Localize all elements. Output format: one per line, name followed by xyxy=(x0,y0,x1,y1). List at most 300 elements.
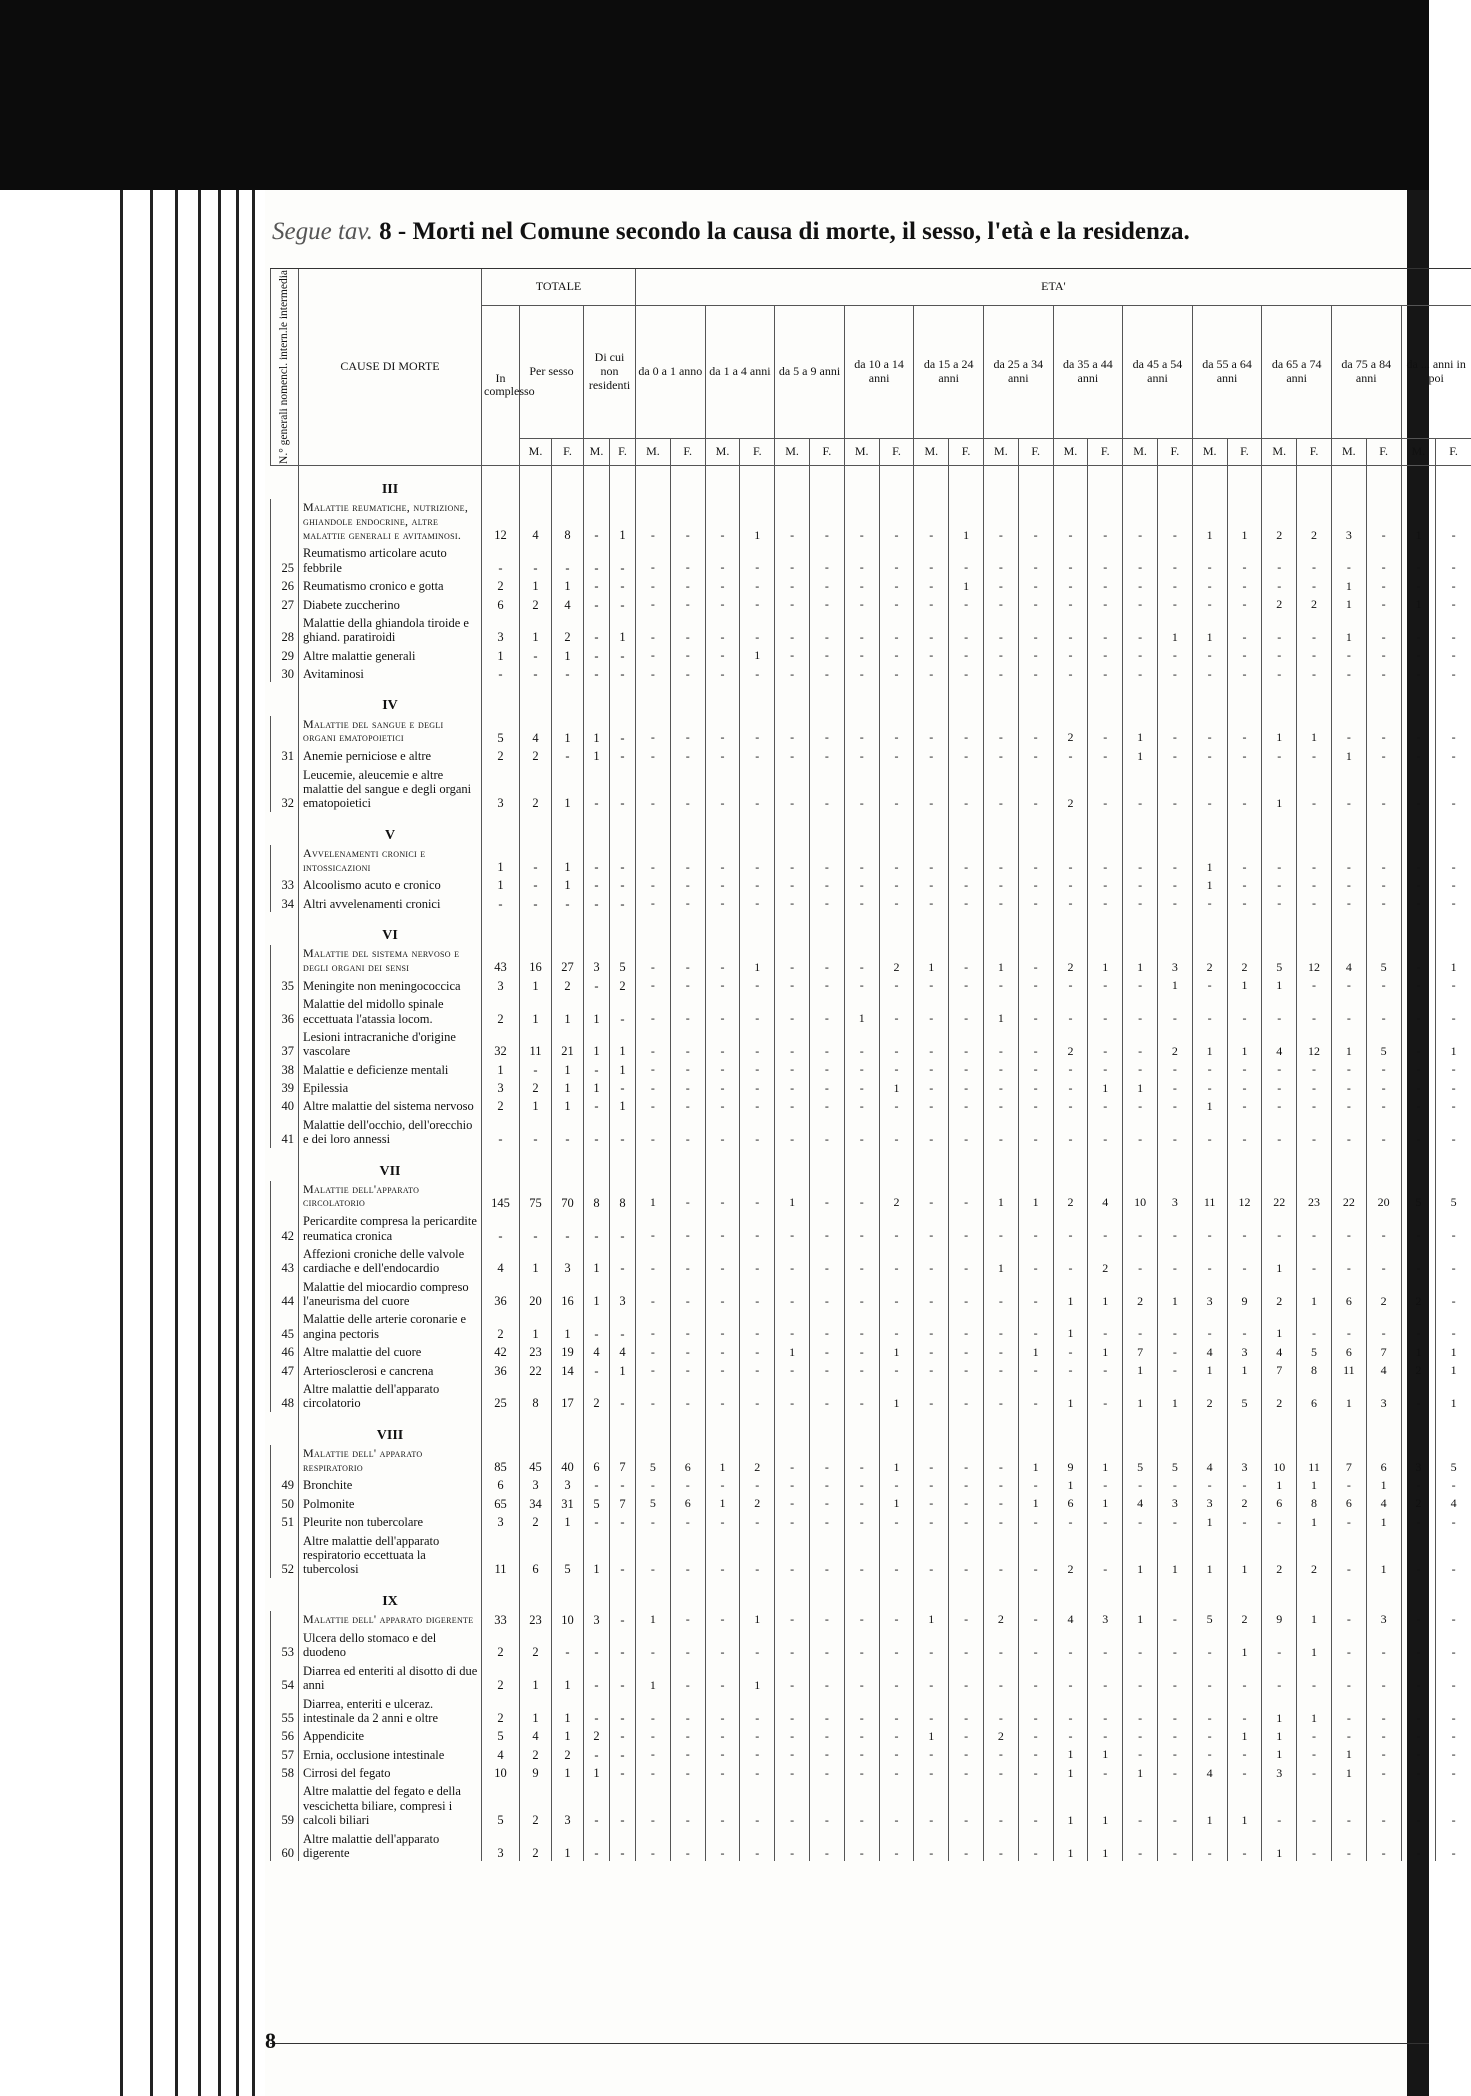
nonresident-female-value: - xyxy=(610,1531,636,1578)
age-cell: - xyxy=(879,1060,914,1078)
age-cell: - xyxy=(949,646,984,664)
section-spacer xyxy=(844,1148,879,1181)
total-value: 3 xyxy=(482,765,520,812)
total-value: - xyxy=(482,543,520,576)
age-cell: 2 xyxy=(1192,945,1227,976)
nonresident-female-value: 1 xyxy=(610,1096,636,1114)
cause-name: Bronchite xyxy=(299,1475,482,1493)
section-spacer xyxy=(740,912,775,945)
section-spacer xyxy=(1366,1148,1401,1181)
total-value: 3 xyxy=(482,1512,520,1530)
age-cell: - xyxy=(670,1611,705,1628)
age-cell: - xyxy=(949,845,984,876)
section-spacer xyxy=(1192,1148,1227,1181)
age-cell: - xyxy=(1053,1096,1088,1114)
age-cell: 2 xyxy=(879,945,914,976)
age-cell: - xyxy=(1018,1027,1053,1060)
section-spacer xyxy=(1331,682,1366,715)
female-value: - xyxy=(552,664,584,682)
female-value: 2 xyxy=(552,976,584,994)
age-cell: - xyxy=(775,1096,810,1114)
age-cell: - xyxy=(810,1096,845,1114)
nonresident-female-value: - xyxy=(610,664,636,682)
section-spacer xyxy=(670,1148,705,1181)
cause-row xyxy=(271,894,1471,912)
nonresident-female-value: - xyxy=(610,1078,636,1096)
age-cell: - xyxy=(810,1781,845,1828)
age-cell: - xyxy=(670,664,705,682)
age-cell: - xyxy=(1053,976,1088,994)
cause-name: Altre malattie del sistema nervoso xyxy=(299,1096,482,1114)
nonresident-female-value: - xyxy=(610,1661,636,1694)
age-cell: 4 xyxy=(1366,1494,1401,1512)
section-spacer xyxy=(636,682,671,715)
cause-row xyxy=(271,576,1471,594)
age-cell: 1 xyxy=(1088,1445,1123,1476)
age-cell: - xyxy=(1331,1512,1366,1530)
nonresident-male-value: - xyxy=(584,1211,610,1244)
age-cell: - xyxy=(670,1763,705,1781)
age-cell: - xyxy=(1297,646,1332,664)
age-cell: - xyxy=(636,1277,671,1310)
age-cell: - xyxy=(914,1494,949,1512)
female-value: 1 xyxy=(552,1661,584,1694)
age-cell: - xyxy=(1192,765,1227,812)
nomenclature-number: 46 xyxy=(271,1342,299,1360)
age-cell: - xyxy=(1436,1277,1471,1310)
age-cell: - xyxy=(1401,1531,1436,1578)
age-cell: - xyxy=(1262,543,1297,576)
male-value: 8 xyxy=(520,1379,552,1412)
age-cell: - xyxy=(1436,1726,1471,1744)
cause-name: Meningite non meningococcica xyxy=(299,976,482,994)
age-cell: - xyxy=(949,994,984,1027)
female-header: F. xyxy=(552,438,584,465)
total-value: 6 xyxy=(482,595,520,613)
age-cell: 1 xyxy=(1331,1763,1366,1781)
age-cell: - xyxy=(775,1694,810,1727)
age-cell: - xyxy=(1297,1661,1332,1694)
male-value: 2 xyxy=(520,1781,552,1828)
total-value: 43 xyxy=(482,945,520,976)
section-spacer xyxy=(1123,1148,1158,1181)
age-cell: 1 xyxy=(1366,1475,1401,1493)
age-cell: 5 xyxy=(1262,945,1297,976)
age-cell: - xyxy=(1227,1244,1262,1277)
age-cell: - xyxy=(1157,1309,1192,1342)
age-cell: - xyxy=(705,1379,740,1412)
age-cell: - xyxy=(1331,1611,1366,1628)
age-cell: 8 xyxy=(1297,1494,1332,1512)
nomenclature-number: 55 xyxy=(271,1694,299,1727)
male-value: - xyxy=(520,1060,552,1078)
age-cell: 2 xyxy=(1262,595,1297,613)
title-prefix: Segue tav. xyxy=(272,218,373,245)
cause-name: Polmonite xyxy=(299,1494,482,1512)
female-value: 1 xyxy=(552,1309,584,1342)
age-cell: - xyxy=(636,1475,671,1493)
female-value: - xyxy=(552,746,584,764)
section-spacer xyxy=(740,1148,775,1181)
age-cell: - xyxy=(1401,1763,1436,1781)
age-cell: - xyxy=(636,894,671,912)
age-cell: 1 xyxy=(1331,576,1366,594)
age-cell: 2 xyxy=(1262,499,1297,543)
section-spacer xyxy=(1192,1412,1227,1445)
age-cell: - xyxy=(1192,1745,1227,1763)
section-roman-numeral: VI xyxy=(299,912,482,945)
section-spacer xyxy=(879,912,914,945)
age-cell: - xyxy=(879,716,914,747)
age-cell: - xyxy=(810,1661,845,1694)
age-cell: - xyxy=(1227,664,1262,682)
section-spacer xyxy=(740,1578,775,1611)
age-cell: - xyxy=(1262,1096,1297,1114)
age-cell: 1 xyxy=(1436,1027,1471,1060)
nonresident-male-value: 1 xyxy=(584,1763,610,1781)
section-spacer xyxy=(879,812,914,845)
section-spacer xyxy=(670,1412,705,1445)
age-cell: - xyxy=(810,1361,845,1379)
age-cell: - xyxy=(1053,994,1088,1027)
age-cell: - xyxy=(810,1379,845,1412)
age-cell: - xyxy=(670,765,705,812)
age-cell: - xyxy=(914,1078,949,1096)
age-cell: - xyxy=(983,1342,1018,1360)
age-cell: - xyxy=(775,1661,810,1694)
section-spacer xyxy=(740,1412,775,1445)
female-value: 10 xyxy=(552,1611,584,1628)
age-cell: - xyxy=(1262,1512,1297,1530)
age-cell: 1 xyxy=(636,1611,671,1628)
age-cell: - xyxy=(1053,1211,1088,1244)
age-cell: - xyxy=(740,716,775,747)
female-value: 5 xyxy=(552,1531,584,1578)
age-cell: - xyxy=(1366,845,1401,876)
age-cell: - xyxy=(1262,845,1297,876)
age-cell: - xyxy=(1227,994,1262,1027)
age-cell: - xyxy=(1088,1694,1123,1727)
cause-row xyxy=(271,1829,1471,1862)
age-cell: - xyxy=(1436,1611,1471,1628)
section-spacer xyxy=(1366,912,1401,945)
age-cell: - xyxy=(1331,875,1366,893)
age-cell: - xyxy=(949,613,984,646)
age-cell: - xyxy=(1297,1115,1332,1148)
male-header: M. xyxy=(636,438,671,465)
nonresident-male-value: 1 xyxy=(584,1531,610,1578)
age-cell: - xyxy=(636,1829,671,1862)
age-cell: - xyxy=(914,613,949,646)
total-value: 36 xyxy=(482,1277,520,1310)
age-cell: 1 xyxy=(1123,945,1158,976)
section-spacer xyxy=(520,1578,552,1611)
total-value: 1 xyxy=(482,845,520,876)
age-cell: - xyxy=(983,1763,1018,1781)
age-cell: - xyxy=(1088,1512,1123,1530)
total-value: 65 xyxy=(482,1494,520,1512)
age-cell: 20 xyxy=(1366,1181,1401,1212)
cause-row xyxy=(271,1726,1471,1744)
cause-name: Malattie del miocardio compreso l'aneurisma del cuore xyxy=(299,1277,482,1310)
total-value: 145 xyxy=(482,1181,520,1212)
age-cell: - xyxy=(879,994,914,1027)
section-spacer xyxy=(610,812,636,845)
age-cell: 1 xyxy=(1192,1531,1227,1578)
age-cell: - xyxy=(1192,1628,1227,1661)
age-cell: - xyxy=(949,1027,984,1060)
age-cell: - xyxy=(844,646,879,664)
section-spacer xyxy=(775,912,810,945)
age-cell: 5 xyxy=(636,1494,671,1512)
section-spacer xyxy=(636,465,671,499)
total-value: 6 xyxy=(482,1475,520,1493)
age-cell: 2 xyxy=(1297,595,1332,613)
age-cell: - xyxy=(636,1096,671,1114)
age-cell: - xyxy=(983,1027,1018,1060)
age-cell: - xyxy=(670,1277,705,1310)
age-cell: - xyxy=(914,1694,949,1727)
nomenclature-number: 54 xyxy=(271,1661,299,1694)
nonresident-female-value: 1 xyxy=(610,1060,636,1078)
age-cell: - xyxy=(705,1475,740,1493)
age-cell: - xyxy=(1088,1211,1123,1244)
age-cell: - xyxy=(810,595,845,613)
age-cell: - xyxy=(1192,1244,1227,1277)
age-cell: 1 xyxy=(1192,1512,1227,1530)
age-cell: 2 xyxy=(1401,1361,1436,1379)
nomenclature-number: 39 xyxy=(271,1078,299,1096)
age-cell: - xyxy=(1401,845,1436,876)
section-spacer xyxy=(520,465,552,499)
age-cell: 1 xyxy=(1401,595,1436,613)
section-spacer xyxy=(636,1412,671,1445)
age-cell: 1 xyxy=(1053,1745,1088,1763)
section-spacer xyxy=(1401,812,1436,845)
section-spacer xyxy=(1401,1578,1436,1611)
age-cell: 1 xyxy=(1436,1342,1471,1360)
age-cell: 1 xyxy=(1297,1628,1332,1661)
section-spacer xyxy=(1053,682,1088,715)
nomenclature-number: 38 xyxy=(271,1060,299,1078)
female-value: 21 xyxy=(552,1027,584,1060)
section-spacer xyxy=(584,1578,610,1611)
age-cell: 1 xyxy=(1123,1361,1158,1379)
age-cell: - xyxy=(983,1512,1018,1530)
age-cell: - xyxy=(1401,1475,1436,1493)
age-cell: - xyxy=(879,613,914,646)
mortality-table-wrap xyxy=(270,268,1466,2042)
cause-name: Altre malattie dell'apparato digerente xyxy=(299,1829,482,1862)
cause-name: Epilessia xyxy=(299,1078,482,1096)
age-cell: 1 xyxy=(705,1445,740,1476)
age-cell: - xyxy=(1088,1475,1123,1493)
total-value: - xyxy=(482,1115,520,1148)
age-cell: 1 xyxy=(1297,1512,1332,1530)
age-cell: - xyxy=(670,613,705,646)
section-roman-numeral: V xyxy=(299,812,482,845)
nonresident-male-value: - xyxy=(584,1781,610,1828)
section-spacer xyxy=(949,1412,984,1445)
age-cell: - xyxy=(844,499,879,543)
age-cell: - xyxy=(810,1694,845,1727)
section-spacer xyxy=(1366,465,1401,499)
age-cell: 5 xyxy=(1366,945,1401,976)
total-value: 1 xyxy=(482,1060,520,1078)
age-cell: - xyxy=(1157,1628,1192,1661)
nonresident-female-value: 1 xyxy=(610,613,636,646)
age-cell: 1 xyxy=(1227,1531,1262,1578)
age-cell: - xyxy=(636,716,671,747)
age-cell: - xyxy=(1227,595,1262,613)
section-spacer xyxy=(482,1412,520,1445)
age-cell: 1 xyxy=(1123,1379,1158,1412)
age-cell: - xyxy=(949,1494,984,1512)
male-value: 1 xyxy=(520,1244,552,1277)
age-cell: - xyxy=(1436,1763,1471,1781)
cause-name: Pericardite compresa la pericardite reumatica cronica xyxy=(299,1211,482,1244)
age-cell: 2 xyxy=(1227,1494,1262,1512)
cause-name: Malattie dell'occhio, dell'orecchio e dei loro annessi xyxy=(299,1115,482,1148)
age-cell: - xyxy=(1297,1211,1332,1244)
age-cell: - xyxy=(1401,1512,1436,1530)
cause-name: Reumatismo articolare acuto febbrile xyxy=(299,543,482,576)
age-cell: 4 xyxy=(1366,1361,1401,1379)
age-cell: - xyxy=(636,1244,671,1277)
age-cell: - xyxy=(914,646,949,664)
nonresident-female-value: 7 xyxy=(610,1445,636,1476)
age-cell: - xyxy=(1088,1361,1123,1379)
age-cell: - xyxy=(740,1361,775,1379)
age-cell: - xyxy=(1123,1027,1158,1060)
male-value: 1 xyxy=(520,1309,552,1342)
nonresident-male-value: - xyxy=(584,1115,610,1148)
age-cell: - xyxy=(1018,1745,1053,1763)
age-cell: 2 xyxy=(1297,499,1332,543)
section-spacer xyxy=(879,1578,914,1611)
cause-column-header: CAUSE DI MORTE xyxy=(299,269,482,466)
age-cell: - xyxy=(1366,1745,1401,1763)
age-cell: - xyxy=(949,595,984,613)
age-cell: - xyxy=(705,1694,740,1727)
female-value: 31 xyxy=(552,1494,584,1512)
nonresident-male-value: 1 xyxy=(584,746,610,764)
age-cell: 2 xyxy=(1262,1379,1297,1412)
age-cell: - xyxy=(1123,875,1158,893)
age-group-11: da ... anni in poi xyxy=(1401,306,1471,439)
age-cell: - xyxy=(1297,1726,1332,1744)
nomenclature-number: 47 xyxy=(271,1361,299,1379)
age-cell: - xyxy=(879,1027,914,1060)
age-cell: - xyxy=(670,1628,705,1661)
nomenclature-number: 42 xyxy=(271,1211,299,1244)
age-cell: 1 xyxy=(983,1244,1018,1277)
section-roman-numeral: IV xyxy=(299,682,482,715)
nomenclature-number: 36 xyxy=(271,994,299,1027)
section-spacer xyxy=(1192,812,1227,845)
age-cell: 2 xyxy=(1053,945,1088,976)
age-cell: - xyxy=(1192,746,1227,764)
age-cell: - xyxy=(810,576,845,594)
age-cell: - xyxy=(879,1361,914,1379)
total-value: 36 xyxy=(482,1361,520,1379)
age-cell: - xyxy=(1227,875,1262,893)
nonresident-male-value: - xyxy=(584,646,610,664)
age-cell: - xyxy=(983,976,1018,994)
age-cell: - xyxy=(740,746,775,764)
age-cell: 1 xyxy=(1123,746,1158,764)
section-spacer xyxy=(914,1578,949,1611)
age-cell: - xyxy=(949,1611,984,1628)
male-value: 45 xyxy=(520,1445,552,1476)
age-cell: - xyxy=(949,1531,984,1578)
age-cell: - xyxy=(914,1475,949,1493)
nonresident-male-value: - xyxy=(584,1361,610,1379)
section-spacer xyxy=(705,1412,740,1445)
age-cell: - xyxy=(636,746,671,764)
female-value: 14 xyxy=(552,1361,584,1379)
age-cell: - xyxy=(983,894,1018,912)
female-value: 2 xyxy=(552,1745,584,1763)
age-cell: - xyxy=(844,1078,879,1096)
nonresident-male-value: - xyxy=(584,765,610,812)
section-spacer xyxy=(983,1578,1018,1611)
age-cell: - xyxy=(1088,1115,1123,1148)
age-cell: - xyxy=(1401,994,1436,1027)
age-cell: - xyxy=(1053,613,1088,646)
nomenclature-number: 44 xyxy=(271,1277,299,1310)
age-cell: - xyxy=(1123,499,1158,543)
age-cell: - xyxy=(1227,1694,1262,1727)
age-cell: - xyxy=(949,1096,984,1114)
age-cell: - xyxy=(1192,1078,1227,1096)
age-cell: - xyxy=(1018,1781,1053,1828)
age-cell: - xyxy=(1297,664,1332,682)
age-cell: - xyxy=(983,646,1018,664)
age-cell: - xyxy=(705,613,740,646)
age-cell: - xyxy=(1401,646,1436,664)
age-cell: - xyxy=(949,1726,984,1744)
age-cell: - xyxy=(705,1781,740,1828)
age-cell: - xyxy=(983,765,1018,812)
section-side-spacer xyxy=(271,1412,299,1445)
age-cell: - xyxy=(810,716,845,747)
page-number: 8 xyxy=(265,2028,276,2053)
age-cell: - xyxy=(1366,1309,1401,1342)
nonresident-female-value: - xyxy=(610,1611,636,1628)
age-cell: - xyxy=(1297,746,1332,764)
total-value: 12 xyxy=(482,499,520,543)
age-cell: - xyxy=(775,1445,810,1476)
age-cell: 1 xyxy=(914,1611,949,1628)
section-spacer xyxy=(879,682,914,715)
male-value: - xyxy=(520,875,552,893)
age-cell: - xyxy=(705,1060,740,1078)
age-cell: - xyxy=(879,1829,914,1862)
age-cell: - xyxy=(1262,875,1297,893)
cause-name: Malattie dell' apparato respiratorio xyxy=(299,1445,482,1476)
age-cell: - xyxy=(670,1379,705,1412)
age-cell: - xyxy=(636,613,671,646)
age-cell: - xyxy=(705,1361,740,1379)
age-cell: 1 xyxy=(1262,1829,1297,1862)
male-value: 75 xyxy=(520,1181,552,1212)
age-cell: - xyxy=(740,845,775,876)
age-cell: 1 xyxy=(1123,1763,1158,1781)
age-cell: - xyxy=(705,664,740,682)
age-cell: - xyxy=(1331,1781,1366,1828)
female-value: 1 xyxy=(552,1829,584,1862)
